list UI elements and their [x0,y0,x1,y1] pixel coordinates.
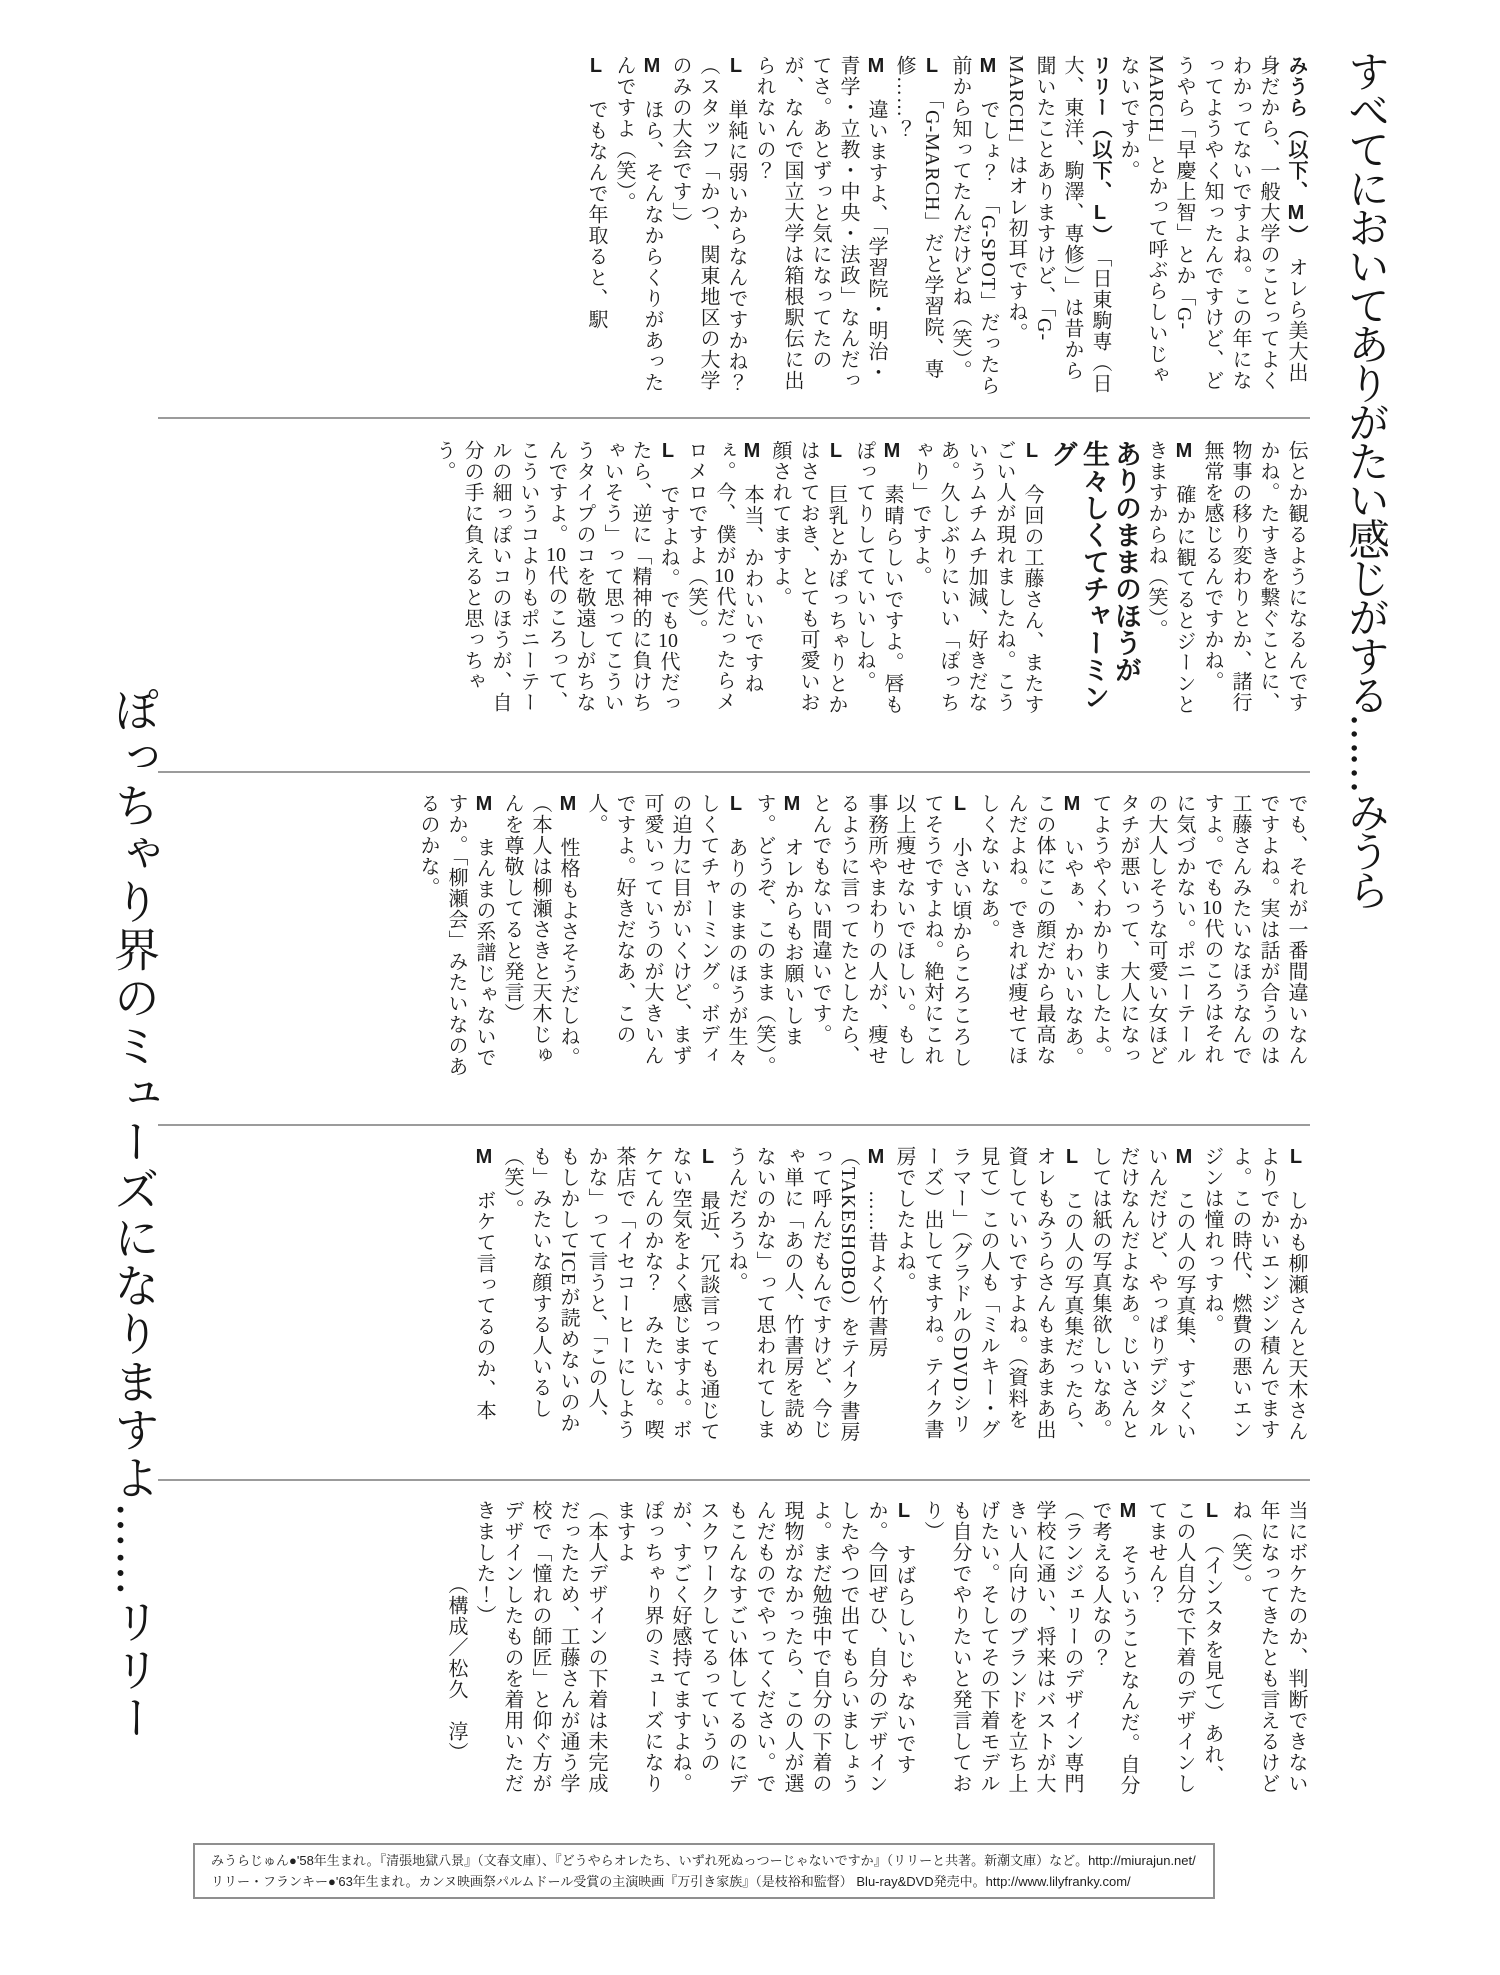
speaker-label: M [1061,793,1083,816]
speaker-label: M [1117,1500,1139,1523]
interview-paragraph: M ……昔よく竹書房（TAKESHOBO）をテイク書房って呼んだもんですけど、今じゃ単に「あの人、竹書房を読めないのかな」って思われてしまうんだろうね。 [725,1146,887,1443]
interview-paragraph: M 確かに観てるとジーンときますからね（笑）。 [1145,440,1195,715]
section-divider [158,771,1310,773]
interview-paragraph: M ボケて言ってるのか、本 [473,1146,495,1421]
section-divider [158,417,1310,419]
interview-paragraph: （本人は柳瀬さきと天木じゅんを尊敬してると発言） [501,793,551,1066]
interview-paragraph: L （インスタを見て）あれ、この人自分で下着のデザインしてません？ [1145,1500,1223,1794]
interview-paragraph: M 本当、かわいいですねぇ。今、僕が10代だったらメロメロですよ（笑）。 [685,440,763,712]
interview-paragraph: M そういうことなんだ。自分で考える人なの？ [1089,1500,1139,1796]
profile-miura-jun: みうらじゅん●'58年生まれ。『清張地獄八景』（文春文庫）、『どうやらオレたち、いずれ死ぬっつーじゃないですか』（リリーと共著。新潮文庫）など。http://miurajun.net/ [211,1852,1196,1868]
interview-paragraph: リリー（以下、L） 「日東駒専（日大、東洋、駒澤、専修）」は昔から聞いたことありますけど、「G-MARCH」はオレ初耳ですね。 [1005,55,1111,394]
interview-paragraph: L 「G-MARCH」だと学習院、専修……？ [893,55,943,380]
speaker-label: M [1173,1146,1195,1169]
interview-paragraph: みうら（以下、M） オレら美大出身だから、一般大学のことってよくわかってないですよね。この年になってようやく知ったんですけど、どうやら「早慶上智」とか「G-MARCH」とかって呼ぶらしいじゃないですか。 [1117,55,1307,391]
speaker-label: M [1173,440,1195,463]
speaker-label: みうら（以下、M） [1285,55,1307,236]
profile-lily-franky: リリー・フランキー●'63年生まれ。カンヌ映画祭パルムドール受賞の主演映画『万引き家族』（是枝裕和監督） Blu-ray&DVD発売中。http://www.lilyfranky.com/ [211,1873,1131,1889]
interview-paragraph: （ランジェリーのデザイン専門学校に通い、将来はバストが大きい人向けのブランドを立ち上げたい。そしてその下着モデルも自分でやりたいと発言しており） [921,1500,1083,1794]
interview-paragraph: 伝とか観るようになるんですかね。たすきを繋ぐことに、物事の移り変わりとか、諸行無常を感じるんですかね。 [1201,440,1307,713]
interview-paragraph: L この人の写真集だったら、オレもみうらさんもまあまあ出資していいですよね。（資料を見て）この人も「ミルキー・グラマー」（グラドルのDVDシリーズ）出してますね。テイク書房でしたよね。 [893,1146,1083,1442]
speaker-label: M [977,55,999,78]
interview-band-1 [158,55,1310,400]
interview-paragraph: L 巨乳とかぽっちゃりとかはさておき、とても可愛いお顔されてますよ。 [769,440,847,715]
interview-paragraph: M でしょ？ 「G-SPOT」だったら前から知ってたんだけどね（笑）。 [949,55,999,397]
interview-band-2 [158,440,1310,732]
interview-paragraph: （スタッフ「かつ、関東地区の大学のみの大会です」） [669,55,719,391]
speaker-label: M [641,55,663,78]
interview-paragraph: （構成／松久 淳） [445,1500,467,1763]
speaker-label: M [473,1146,495,1169]
speaker-label: L [657,440,679,463]
interview-paragraph: L ですよね。でも10代だったら、逆に「精神的に負けちゃいそう」って思ってこういうタイプのコを敬遠しがちなんですよ。10代のころって、こういうコよりもポニーテールの細っぽいコのほうが、自分の手に負えると思っちゃう。 [433,440,679,714]
speaker-label: L [1285,1146,1307,1169]
speaker-label: L [893,1500,915,1523]
interview-band-5 [158,1500,1310,1800]
section-heading: ありのままのほうが 生々しくてチャーミング [1047,440,1141,710]
speaker-label: L [697,1146,719,1169]
speaker-label: M [865,55,887,78]
interview-paragraph: 当にボケたのか、判断できない年になってきたとも言えるけどね（笑）。 [1229,1500,1307,1794]
headline-right-miura: すべてにおいてありがたい感じがする……みうら [1342,50,1391,908]
interview-paragraph: M 素晴らしいですよ。唇もぽってりしてていいしね。 [853,440,903,715]
interview-paragraph: でも、それが一番間違いなんですよね。実は話が合うのは工藤さんみたいなほうなんですよ。でも10代のころはそれに気づかない。ポニーテールの大人しそうな可愛い女ほどタチが悪いって、大人になってようやくわかりましたよ。 [1089,793,1307,1066]
interview-paragraph: L 小さい頃からころころしてそうですよね。絶対にこれ以上痩せないでほしい。もし事務所やまわりの人が、痩せるように言ってたとしたら、とんでもない間違いです。 [809,793,971,1068]
speaker-label: L [725,793,747,816]
interview-paragraph: M オレからもお願いします。どうぞ、このまま（笑）。 [753,793,803,1077]
interview-paragraph: M この人の写真集、すごくいいんだけど、やっぱりデジタルだけなんだよなあ。じいさんとしては紙の写真集欲しいなあ。 [1089,1146,1195,1442]
speaker-label: L [725,55,747,78]
speaker-label: L [949,793,971,816]
interview-paragraph: M まんまの系譜じゃないですか。「柳瀬会」みたいなのあるのかな。 [417,793,495,1077]
section-divider [158,1479,1310,1481]
interview-paragraph: L しかも柳瀬さんと天木さんよりでかいエンジン積んでますよ。この時代、燃費の悪いエンジンは憧れっすね。 [1201,1146,1307,1442]
interview-band-3 [158,793,1310,1085]
interview-paragraph: M ほら、そんなからくりがあったんですよ（笑）。 [613,55,663,393]
speaker-label: L [1201,1500,1223,1523]
interview-band-4 [158,1146,1310,1445]
interview-paragraph: M 性格もよさそうだしね。 [557,793,579,1068]
section-divider [158,1124,1310,1126]
interview-paragraph: L ありのままのほうが生々しくてチャーミング。ボディの迫力に目がいくけど、まず可愛いっていうのが大きいんですよ。好きだなあ、この人。 [585,793,747,1068]
interview-paragraph: （本人デザインの下着は未完成だったため、工藤さんが通う学校で「憧れの師匠」と仰ぐ方がデザインしたものを着用いただきました！） [473,1500,607,1794]
speaker-label: M [557,793,579,816]
speaker-label: M [881,440,903,463]
speaker-label: M [741,440,763,463]
speaker-label: M [865,1146,887,1169]
interview-paragraph: L すばらしいじゃないですか。今回ぜひ、自分のデザインしたやつで出てもらいましょうよ。まだ勉強中で自分の下着の現物がなかったら、この人が選んだものでやってください。でもこんなすごい体してるのにデスクワークしてるっていうのが、すごく好感持てますよね。ぽっちゃり界のミューズになりますよ [613,1500,915,1794]
interview-paragraph: L 単純に弱いからなんですかね？ [725,55,747,393]
speaker-label: L [921,55,943,78]
speaker-label: M [473,793,495,816]
speaker-label: M [781,793,803,816]
interview-paragraph: M 違いますよ、「学習院・明治・青学・立教・中央・法政」なんだってさ。あとずっと気になってたのが、なんで国立大学は箱根駅伝に出られないの？ [753,55,887,391]
speaker-label: L [585,55,607,78]
profile-footer-box [193,1843,1215,1899]
interview-paragraph: L 今回の工藤さん、またすごい人が現れましたね。こういうムチムチ加減、好きだなあ。久しぶりにいい「ぽっちゃり」ですよ。 [909,440,1043,715]
speaker-label: L [1021,440,1043,463]
speaker-label: L [1061,1146,1083,1169]
speaker-label: リリー（以下、L） [1089,55,1111,236]
speaker-label: L [825,440,847,463]
interview-paragraph: M いやぁ、かわいいなあ。この体にこの顔だから最高なんだよね。できれば痩せてほしくないなあ。 [977,793,1083,1068]
interview-paragraph: L 最近、冗談言っても通じてない空気をよく感じますよ。ボケてんのかな？ みたいな。喫茶店で「イセコーヒーにしようかな」って言うと、「この人、もしかしてICEが読めないのかも」みたいな顔する人いるし（笑）。 [501,1146,719,1442]
headline-left-lily: ぽっちゃり界のミューズになりますよ……リリー [107,686,161,1742]
interview-paragraph: L でもなんで年取ると、駅 [585,55,607,330]
